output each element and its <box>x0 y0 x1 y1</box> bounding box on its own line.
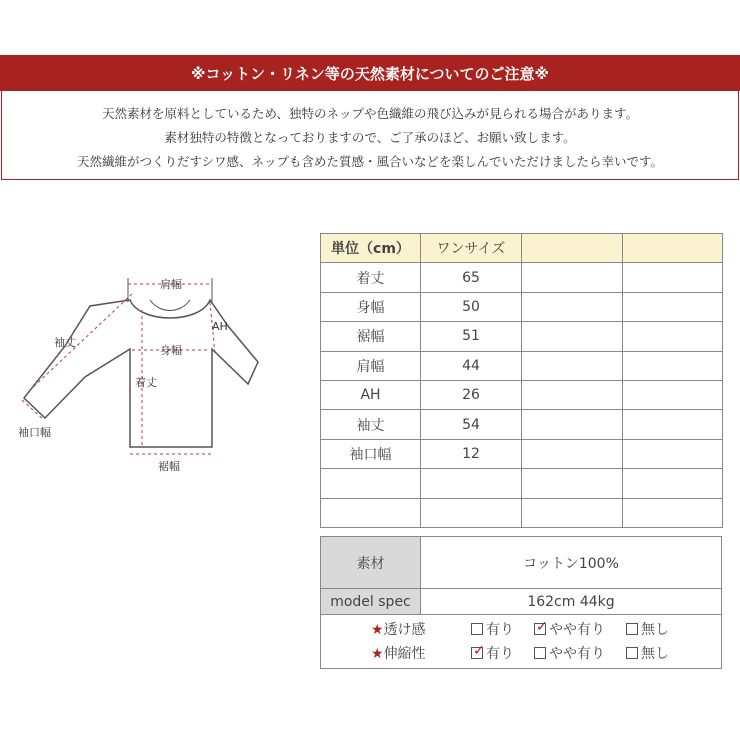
row-empty <box>623 351 723 380</box>
table-row <box>321 292 723 321</box>
table-row <box>321 380 723 409</box>
table-row <box>321 439 723 468</box>
material-value: コットン100% <box>421 537 722 589</box>
row-empty <box>522 380 623 409</box>
notice-line-3: 天然繊維がつくりだすシワ感、ネップも含めた質感・風合いなどを楽しんでいただけましたら幸いです。 <box>76 154 663 169</box>
size-table-header <box>321 234 723 263</box>
star-icon: ★ <box>371 622 384 638</box>
row-empty <box>522 263 623 292</box>
row-empty <box>522 410 623 439</box>
notice-line-2: 素材独特の特徴となっておりますので、ご了承のほど、お願い致します。 <box>164 130 576 145</box>
size-table <box>320 233 723 528</box>
table-row <box>321 322 723 351</box>
row-label: 着丈 <box>321 263 421 292</box>
feature-row-stretch <box>321 643 721 665</box>
checkbox-icon <box>626 623 638 635</box>
row-label: 肩幅 <box>321 351 421 380</box>
row-empty <box>522 439 623 468</box>
table-row <box>321 498 723 527</box>
row-empty <box>522 498 623 527</box>
row-label <box>321 498 421 527</box>
row-value: 65 <box>421 263 522 292</box>
material-label: 素材 <box>321 537 421 589</box>
diagram-label-shoulder: 肩幅 <box>160 278 182 291</box>
row-empty <box>623 498 723 527</box>
row-empty <box>623 410 723 439</box>
row-label <box>321 469 421 498</box>
table-row <box>321 410 723 439</box>
feature-name <box>371 643 426 663</box>
feature-label: 透け感 <box>383 622 426 638</box>
feature-name <box>371 619 426 639</box>
model-spec-label: model spec <box>321 589 421 615</box>
diagram-label-sleeve: 袖丈 <box>54 336 76 349</box>
row-label: 袖丈 <box>321 410 421 439</box>
garment-diagram <box>10 262 310 477</box>
row-value: 12 <box>421 439 522 468</box>
notice-line-1: 天然素材を原料としているため、独特のネップや色織維の飛び込みが見られる場合があります。 <box>101 106 638 121</box>
row-value <box>421 469 522 498</box>
row-value: 26 <box>421 380 522 409</box>
row-value <box>421 498 522 527</box>
option-checkbox[interactable] <box>534 619 605 639</box>
row-empty <box>522 469 623 498</box>
option-checkbox[interactable] <box>534 643 605 663</box>
row-empty <box>623 380 723 409</box>
table-row <box>321 469 723 498</box>
row-empty <box>623 469 723 498</box>
feature-row-transparency <box>321 619 721 641</box>
checkbox-icon <box>626 647 638 659</box>
option-label: 無し <box>641 646 669 662</box>
spec-table <box>320 536 722 615</box>
row-value: 44 <box>421 351 522 380</box>
diagram-label-length: 着丈 <box>135 376 157 389</box>
row-value: 51 <box>421 322 522 351</box>
row-value: 54 <box>421 410 522 439</box>
header-size: ワンサイズ <box>421 234 522 263</box>
shirt-outline-illustration <box>10 262 310 477</box>
diagram-label-hem: 裾幅 <box>158 460 180 473</box>
feature-box <box>320 614 722 669</box>
row-empty <box>623 439 723 468</box>
header-empty-2 <box>623 234 723 263</box>
table-row <box>321 263 723 292</box>
feature-label: 伸縮性 <box>383 646 426 662</box>
diagram-label-ah: AH <box>212 320 228 333</box>
option-label: 有り <box>486 622 514 638</box>
row-empty <box>623 322 723 351</box>
row-label: 身幅 <box>321 292 421 321</box>
row-empty <box>623 292 723 321</box>
table-row <box>321 351 723 380</box>
option-label: 無し <box>641 622 669 638</box>
option-label: 有り <box>486 646 514 662</box>
row-value: 50 <box>421 292 522 321</box>
row-empty <box>623 263 723 292</box>
diagram-label-cuff: 袖口幅 <box>18 426 51 439</box>
star-icon: ★ <box>371 646 384 662</box>
option-checkbox[interactable] <box>471 643 514 663</box>
header-unit: 単位（cm） <box>321 234 421 263</box>
option-checkbox[interactable] <box>626 619 669 639</box>
notice-title: ※コットン・リネン等の天然素材についてのご注意※ <box>0 55 740 91</box>
checkbox-checked-icon: ✓ <box>536 619 548 635</box>
spec-row-material <box>321 537 722 589</box>
checkbox-checked-icon: ✓ <box>473 643 485 659</box>
row-empty <box>522 292 623 321</box>
spec-row-model <box>321 589 722 615</box>
diagram-label-chest: 身幅 <box>160 344 182 357</box>
row-label: 裾幅 <box>321 322 421 351</box>
checkbox-icon <box>471 623 483 635</box>
row-empty <box>522 351 623 380</box>
header-empty-1 <box>522 234 623 263</box>
row-label: 袖口幅 <box>321 439 421 468</box>
option-label: やや有り <box>549 622 605 638</box>
model-spec-value: 162cm 44kg <box>421 589 722 615</box>
checkbox-icon <box>534 647 546 659</box>
option-label: やや有り <box>549 646 605 662</box>
option-checkbox[interactable] <box>471 619 514 639</box>
option-checkbox[interactable] <box>626 643 669 663</box>
row-empty <box>522 322 623 351</box>
row-label: AH <box>321 380 421 409</box>
